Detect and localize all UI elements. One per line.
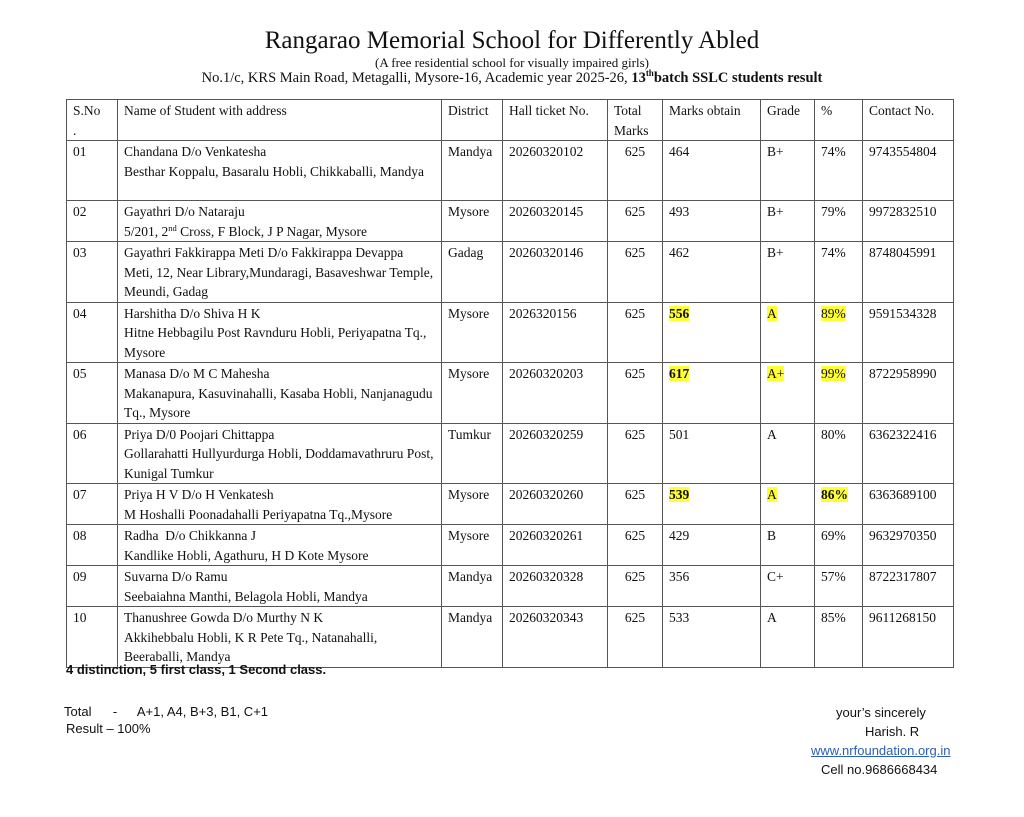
- grade-value: C+: [767, 569, 784, 584]
- cell-name-address: [118, 607, 442, 668]
- percent-value: 85%: [821, 610, 846, 625]
- cell-hall-ticket: 20260320145: [503, 201, 608, 242]
- cell-percent: [815, 141, 863, 201]
- cell-grade: [761, 141, 815, 201]
- grade-value: B+: [767, 204, 784, 219]
- school-title: Rangarao Memorial School for Differently Abled: [264, 27, 760, 54]
- batch-label: [631, 70, 822, 86]
- cell-hall-ticket: 20260320260: [503, 484, 608, 525]
- result-percentage: Result – 100%: [66, 721, 151, 736]
- totals-separator: -: [112, 704, 118, 719]
- student-name: Harshitha D/o Shiva H K: [124, 305, 261, 321]
- cell-hall-ticket: 20260320102: [503, 141, 608, 201]
- cell-percent: [815, 423, 863, 484]
- cell-marks: [663, 607, 761, 668]
- marks-value-highlighted: 556: [669, 305, 690, 321]
- address-text: No.1/c, KRS Main Road, Metagalli, Mysore-16, Academic year 2025-26,: [201, 70, 632, 86]
- cell-marks: [663, 242, 761, 303]
- student-address: [124, 222, 435, 242]
- cell-name-address: [118, 363, 442, 424]
- percent-value: 57%: [821, 569, 846, 584]
- totals-block: [64, 703, 268, 737]
- cell-contact: 8748045991: [863, 242, 954, 303]
- cell-contact: 6363689100: [863, 484, 954, 525]
- table-row: [67, 607, 954, 668]
- student-name: Manasa D/o M C Mahesha: [124, 366, 270, 381]
- student-address: Hitne Hebbagilu Post Ravnduru Hobli, Periyapatna Tq., Mysore: [124, 325, 427, 360]
- marks-value-highlighted: 617: [669, 366, 690, 381]
- cell-sno: 10: [67, 607, 118, 668]
- cell-marks: [663, 141, 761, 201]
- header-sno-label: S.No .: [73, 103, 101, 138]
- cell-marks: [663, 525, 761, 566]
- cell-grade: [761, 302, 815, 363]
- cell-sno: 06: [67, 423, 118, 484]
- cell-district: Mysore: [442, 484, 503, 525]
- table-row: [67, 363, 954, 424]
- cell-contact: 6362322416: [863, 423, 954, 484]
- marks-value: 462: [669, 245, 690, 260]
- header-percent: %: [815, 100, 863, 141]
- cell-name-address: [118, 141, 442, 201]
- percent-value-highlighted: 99%: [821, 366, 846, 381]
- signature-block: [780, 703, 1010, 779]
- student-name: Priya H V D/o H Venkatesh: [124, 487, 274, 502]
- grade-value: B+: [767, 245, 784, 260]
- batch-text: batch SSLC students result: [653, 70, 823, 86]
- student-name: Suvarna D/o Ramu: [124, 569, 228, 584]
- cell-marks: [663, 302, 761, 363]
- cell-contact: 9743554804: [863, 141, 954, 201]
- table-row: [67, 423, 954, 484]
- student-address: Makanapura, Kasuvinahalli, Kasaba Hobli, Nanjanagudu Tq., Mysore: [124, 385, 433, 420]
- cell-marks: [663, 566, 761, 607]
- marks-value: 493: [669, 204, 690, 219]
- cell-sno: 08: [67, 525, 118, 566]
- marks-value: 501: [669, 426, 690, 442]
- cell-sno: 09: [67, 566, 118, 607]
- student-name: Radha D/o Chikkanna J: [124, 528, 256, 543]
- cell-contact: 9611268150: [863, 607, 954, 668]
- cell-percent: [815, 607, 863, 668]
- cell-name-address: [118, 484, 442, 525]
- header-total-marks: [608, 100, 663, 141]
- cell-grade: [761, 201, 815, 242]
- cell-sno: 01: [67, 141, 118, 201]
- student-name: Gayathri Fakkirappa Meti D/o Fakkirappa Devappa: [124, 245, 404, 260]
- marks-value: 464: [669, 144, 690, 159]
- cell-marks: [663, 484, 761, 525]
- address-ordinal: nd: [168, 222, 177, 233]
- cell-district: Mysore: [442, 201, 503, 242]
- cell-name-address: [118, 242, 442, 303]
- cell-percent: [815, 484, 863, 525]
- cell-district: Gadag: [442, 242, 503, 303]
- table-row: [67, 242, 954, 303]
- cell-sno: 02: [67, 201, 118, 242]
- header-total-marks-label: Total Marks: [614, 103, 649, 138]
- percent-value: 69%: [821, 528, 846, 543]
- header-marks-obtain: Marks obtain: [663, 100, 761, 141]
- cell-percent: [815, 242, 863, 303]
- cell-hall-ticket: 2026320156: [503, 302, 608, 363]
- grade-totals: [64, 703, 268, 720]
- cell-grade: [761, 484, 815, 525]
- header-hall-ticket: Hall ticket No.: [503, 100, 608, 141]
- grade-value: B: [767, 528, 777, 543]
- cell-district: Mandya: [442, 141, 503, 201]
- cell-name-address: [118, 423, 442, 484]
- signature-closing: your’s sincerely: [836, 705, 926, 720]
- cell-district: Mysore: [442, 525, 503, 566]
- header-district: District: [442, 100, 503, 141]
- percent-value: 74%: [821, 245, 846, 260]
- grade-value-highlighted: A: [767, 487, 777, 502]
- cell-hall-ticket: 20260320261: [503, 525, 608, 566]
- percent-value-highlighted: 89%: [821, 305, 846, 321]
- marks-value: 533: [669, 610, 690, 625]
- batch-number: 13: [631, 70, 646, 86]
- results-table: [66, 99, 954, 668]
- address-part: 5/201, 2: [124, 223, 169, 239]
- cell-total: 625: [608, 484, 663, 525]
- cell-total: 625: [608, 525, 663, 566]
- signatory-name: Harish. R: [865, 724, 920, 739]
- student-name: Chandana D/o Venkatesha: [124, 144, 267, 159]
- table-row: [67, 484, 954, 525]
- student-name: Gayathri D/o Nataraju: [124, 204, 245, 219]
- cell-percent: [815, 566, 863, 607]
- cell-sno: 07: [67, 484, 118, 525]
- student-address: Seebaiahna Manthi, Belagola Hobli, Mandya: [124, 588, 368, 604]
- marks-value: 356: [669, 569, 690, 584]
- student-address: Kandlike Hobli, Agathuru, H D Kote Mysore: [124, 547, 369, 563]
- student-address: M Hoshalli Poonadahalli Periyapatna Tq.,Mysore: [124, 506, 393, 522]
- cell-marks: [663, 201, 761, 242]
- cell-name-address: [118, 525, 442, 566]
- cell-district: Tumkur: [442, 423, 503, 484]
- table-row: [67, 201, 954, 242]
- totals-label: Total: [64, 704, 92, 719]
- cell-total: 625: [608, 363, 663, 424]
- cell-contact: 9972832510: [863, 201, 954, 242]
- percent-value: 74%: [821, 144, 846, 159]
- cell-number: Cell no.9686668434: [821, 762, 938, 777]
- percent-value: 79%: [821, 204, 846, 219]
- student-address: Akkihebbalu Hobli, K R Pete Tq., Natanahalli, Beeraballi, Mandya: [124, 629, 378, 664]
- cell-name-address: [118, 302, 442, 363]
- cell-percent: [815, 363, 863, 424]
- cell-total: 625: [608, 141, 663, 201]
- cell-total: 625: [608, 302, 663, 363]
- percent-value: 80%: [821, 426, 846, 442]
- cell-hall-ticket: 20260320259: [503, 423, 608, 484]
- result-summary: 4 distinction, 5 first class, 1 Second class.: [66, 662, 327, 677]
- cell-contact: 9591534328: [863, 302, 954, 363]
- header-sno: [67, 100, 118, 141]
- cell-percent: [815, 525, 863, 566]
- marks-value-highlighted: 539: [669, 487, 690, 502]
- student-address: Gollarahatti Hullyurdurga Hobli, Doddamavathruru Post, Kunigal Tumkur: [124, 446, 434, 481]
- cell-total: 625: [608, 201, 663, 242]
- cell-grade: [761, 363, 815, 424]
- student-name: Priya D/0 Poojari Chittappa: [124, 426, 275, 442]
- grade-value: B+: [767, 144, 784, 159]
- header-row: [67, 100, 954, 141]
- cell-name-address: [118, 566, 442, 607]
- percent-value-highlighted: 86%: [821, 487, 848, 502]
- student-address: Meti, 12, Near Library,Mundaragi, Basaveshwar Temple, Meundi, Gadag: [124, 264, 434, 299]
- cell-district: Mysore: [442, 363, 503, 424]
- cell-hall-ticket: 20260320203: [503, 363, 608, 424]
- table-row: [67, 566, 954, 607]
- student-name: Thanushree Gowda D/o Murthy N K: [124, 610, 324, 625]
- grade-value: A: [767, 610, 777, 625]
- cell-marks: [663, 363, 761, 424]
- cell-contact: 8722958990: [863, 363, 954, 424]
- header-grade: Grade: [761, 100, 815, 141]
- cell-hall-ticket: 20260320328: [503, 566, 608, 607]
- batch-suffix: th: [645, 68, 654, 78]
- table-row: [67, 525, 954, 566]
- cell-hall-ticket: 20260320343: [503, 607, 608, 668]
- grade-distribution: A+1, A4, B+3, B1, C+1: [136, 704, 269, 719]
- cell-sno: 05: [67, 363, 118, 424]
- cell-contact: 9632970350: [863, 525, 954, 566]
- address-line: [0, 70, 1024, 87]
- table-row: [67, 141, 954, 201]
- website-link[interactable]: www.nrfoundation.org.in: [811, 743, 951, 758]
- cell-district: Mandya: [442, 566, 503, 607]
- cell-total: 625: [608, 607, 663, 668]
- cell-grade: [761, 423, 815, 484]
- header-name: Name of Student with address: [118, 100, 442, 141]
- cell-hall-ticket: 20260320146: [503, 242, 608, 303]
- table-row: [67, 302, 954, 363]
- cell-sno: 04: [67, 302, 118, 363]
- cell-contact: 8722317807: [863, 566, 954, 607]
- cell-total: 625: [608, 423, 663, 484]
- grade-value-highlighted: A: [767, 305, 777, 321]
- address-part: Cross, F Block, J P Nagar, Mysore: [176, 223, 367, 239]
- marks-value: 429: [669, 528, 690, 543]
- cell-name-address: [118, 201, 442, 242]
- cell-grade: [761, 242, 815, 303]
- cell-district: Mandya: [442, 607, 503, 668]
- cell-percent: [815, 201, 863, 242]
- student-address: Besthar Koppalu, Basaralu Hobli, Chikkaballi, Mandya: [124, 163, 424, 179]
- cell-grade: [761, 566, 815, 607]
- cell-total: 625: [608, 242, 663, 303]
- cell-sno: 03: [67, 242, 118, 303]
- cell-grade: [761, 525, 815, 566]
- grade-value: A: [767, 426, 777, 442]
- header-contact: Contact No.: [863, 100, 954, 141]
- cell-marks: [663, 423, 761, 484]
- cell-percent: [815, 302, 863, 363]
- cell-total: 625: [608, 566, 663, 607]
- school-subtitle: (A free residential school for visually impaired girls): [374, 55, 649, 70]
- cell-grade: [761, 607, 815, 668]
- cell-district: Mysore: [442, 302, 503, 363]
- grade-value-highlighted: A+: [767, 366, 785, 381]
